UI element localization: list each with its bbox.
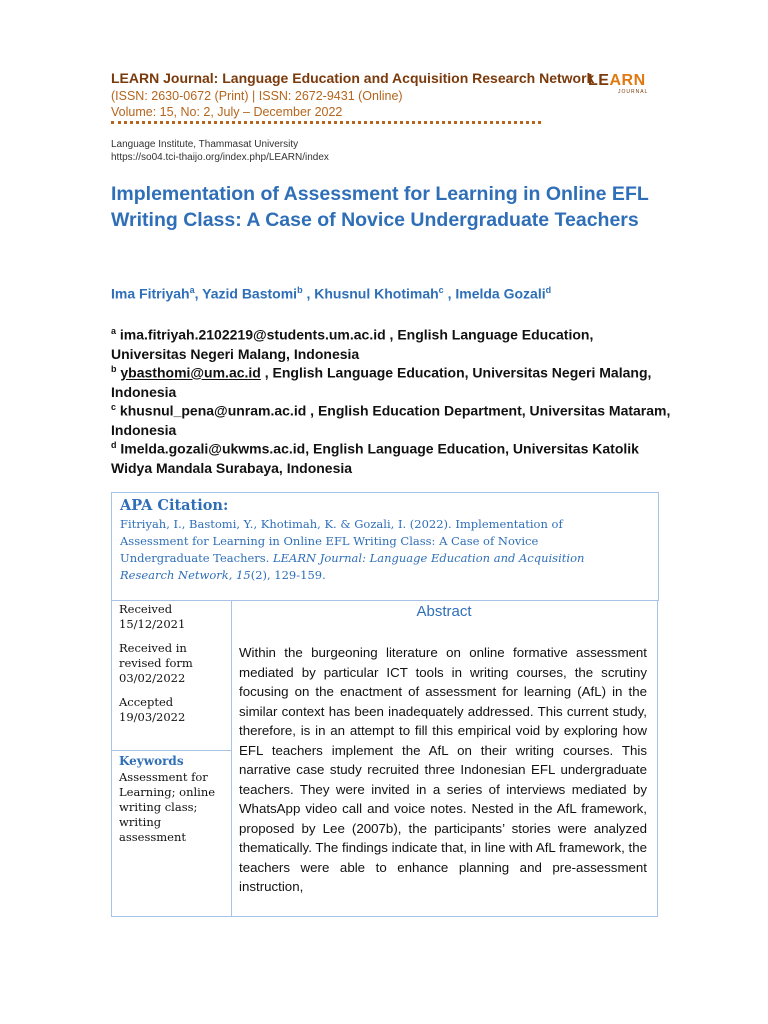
learn-logo: LEARN JOURNAL (588, 72, 649, 95)
article-info-column (111, 600, 232, 917)
dates-panel (112, 600, 231, 751)
abstract-column (231, 600, 658, 917)
keywords-heading: Keywords (119, 754, 184, 768)
affiliation-a: $^a$ ima.fitriyah.2102219@students.um.ac.id , English Language Education, Universitas Negeri Malang, Indonesia (111, 326, 594, 362)
abstract-text: Within the burgeoning literature on online formative assessment mediated by particular ICT tools in writing courses, the scrutiny focusing on the enactment of assessment for learning (AfL) in the similar context has been inadequately addressed. This current study, therefore, is in an attempt to fill this empirical void by exploring how EFL teachers implement the AfL on their writing courses. This narrative case study recruited three Indonesian EFL undergraduate teachers. They were invited in a series of interviews mediated by WhatsApp video call and voice notes. Nested in the AfL framework, proposed by Lee (2007b), the participants’ stories were analyzed thematically. The findings indicate that, in line with AfL framework, the teachers were able to enhance planning and pre-assessment instruction, (239, 645, 647, 894)
dotted-divider (111, 121, 541, 132)
email-link[interactable]: khusnul_pena@unram.ac.id (119, 402, 307, 419)
affiliation-c: $^c$ khusnul_pena@unram.ac.id , English Education Department, Universitas Mataram, Indonesia (111, 402, 671, 438)
institute-name: Language Institute, Thammasat University (111, 139, 299, 150)
apa-citation-box (111, 492, 659, 601)
dates-list: Received 15/12/2021 Received in revised form 03/02/2022 Accepted 19/03/2022 (119, 602, 193, 724)
journal-title: LEARN Journal: Language Education and Acquisition Research Network (111, 70, 595, 86)
email-link[interactable]: Imelda.gozali@ukwms.ac.id (120, 440, 306, 457)
email-link[interactable]: ima.fitriyah.2102219@students.um.ac.id (119, 326, 386, 343)
citation-heading: APA Citation: (120, 497, 229, 514)
affiliation-b: $^b$ ybasthomi@um.ac.id , English Language Education, Universitas Negeri Malang, Indonesia (111, 364, 652, 400)
abstract-heading: Abstract (416, 603, 472, 620)
paper-title: Implementation of Assessment for Learning in Online EFL Writing Class: A Case of Novice Undergraduate Teachers (111, 183, 649, 231)
volume-line: Volume: 15, No: 2, July – December 2022 (111, 105, 343, 119)
author-list: Ima Fitriyah$^a$, Yazid Bastomi$^b$ , Khusnul Khotimah$^c$ , Imelda Gozali$^d$ (111, 285, 552, 302)
keywords-text: Assessment for Learning; online writing class; writing assessment (119, 770, 216, 844)
citation-text: Fitriyah, I., Bastomi, Y., Khotimah, K. & Gozali, I. (2022). Implementation of Assessment for Learning in Online EFL Writing Class: A Case of Novice Undergraduate Teachers. LEARN Journal: Language Education and Acquisition Research Network, 15(2), 129-159. (120, 517, 585, 582)
journal-url[interactable]: https://so04.tci-thaijo.org/index.php/LEARN/index (111, 152, 329, 163)
affiliation-d: $^d$ Imelda.gozali@ukwms.ac.id, English Language Education, Universitas Katolik Widya Mandala Surabaya, Indonesia (111, 440, 639, 476)
issn-line: (ISSN: 2630-0672 (Print) | ISSN: 2672-9431 (Online) (111, 89, 403, 103)
institute-info (111, 138, 329, 164)
email-link[interactable]: ybasthomi@um.ac.id (120, 364, 261, 381)
